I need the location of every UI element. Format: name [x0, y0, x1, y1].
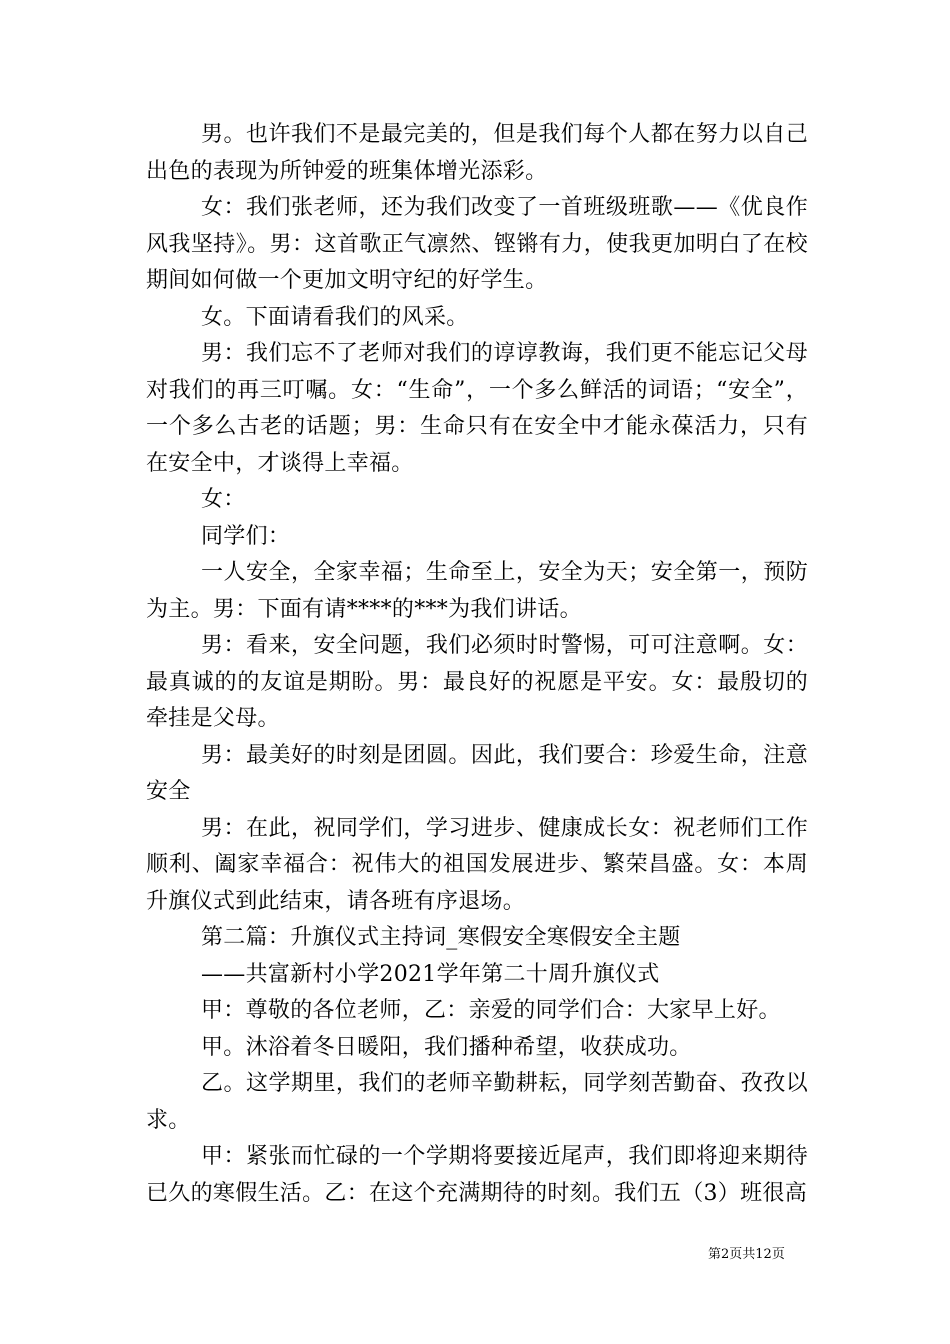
paragraph: 一人安全，全家幸福；生命至上，安全为天；安全第一，预防为主。男：下面有请****的***为我们讲话。: [146, 560, 808, 622]
paragraph: 甲：尊敬的各位老师，乙：亲爱的同学们合：大家早上好。: [201, 998, 781, 1023]
paragraph: 女：我们张老师，还为我们改变了一首班级班歌——《优良作风我坚持》。男：这首歌正气凛然、铿锵有力，使我更加明白了在校期间如何做一个更加文明守纪的好学生。: [146, 195, 808, 293]
paragraph: 同学们：: [201, 523, 291, 549]
page-number-footer: 第2页共12页: [708, 1247, 785, 1262]
paragraph: 甲：紧张而忙碌的一个学期将要接近尾声，我们即将迎来期待已久的寒假生活。乙：在这个充满期待的时刻。我们五（3）班很高: [146, 1144, 808, 1206]
section-subtitle: ——共富新村小学2021学年第二十周升旗仪式: [201, 961, 660, 987]
paragraph: 男：最美好的时刻是团圆。因此，我们要合：珍爱生命，注意安全: [146, 742, 808, 804]
paragraph: 男。也许我们不是最完美的，但是我们每个人都在努力以自己出色的表现为所钟爱的班集体增光添彩。: [146, 122, 808, 184]
section-title: 第二篇：升旗仪式主持词_寒假安全寒假安全主题: [201, 925, 681, 950]
paragraph: 甲。沐浴着冬日暖阳，我们播种希望，收获成功。: [201, 1034, 692, 1060]
paragraph: 男：在此，祝同学们，学习进步、健康成长女：祝老师们工作顺利、阖家幸福合：祝伟大的祖国发展进步、繁荣昌盛。女：本周升旗仪式到此结束，请各班有序退场。: [146, 815, 808, 914]
document-body: [146, 117, 808, 1212]
paragraph: 男：看来，安全问题，我们必须时时警惕，可可注意啊。女：最真诚的的友谊是期盼。男：最良好的祝愿是平安。女：最殷切的牵挂是父母。: [146, 633, 808, 731]
paragraph: 男：我们忘不了老师对我们的谆谆教诲，我们更不能忘记父母对我们的再三叮嘱。女：“生命”，一个多么鲜活的词语；“安全”，一个多么古老的话题；男：生命只有在安全中才能永葆活力，只有在安全中，才谈得上幸福。: [146, 341, 808, 476]
paragraph: 乙。这学期里，我们的老师辛勤耕耘，同学刻苦勤奋、孜孜以求。: [146, 1071, 808, 1133]
paragraph: 女。下面请看我们的风采。: [201, 304, 469, 330]
paragraph: 女：: [201, 487, 246, 512]
